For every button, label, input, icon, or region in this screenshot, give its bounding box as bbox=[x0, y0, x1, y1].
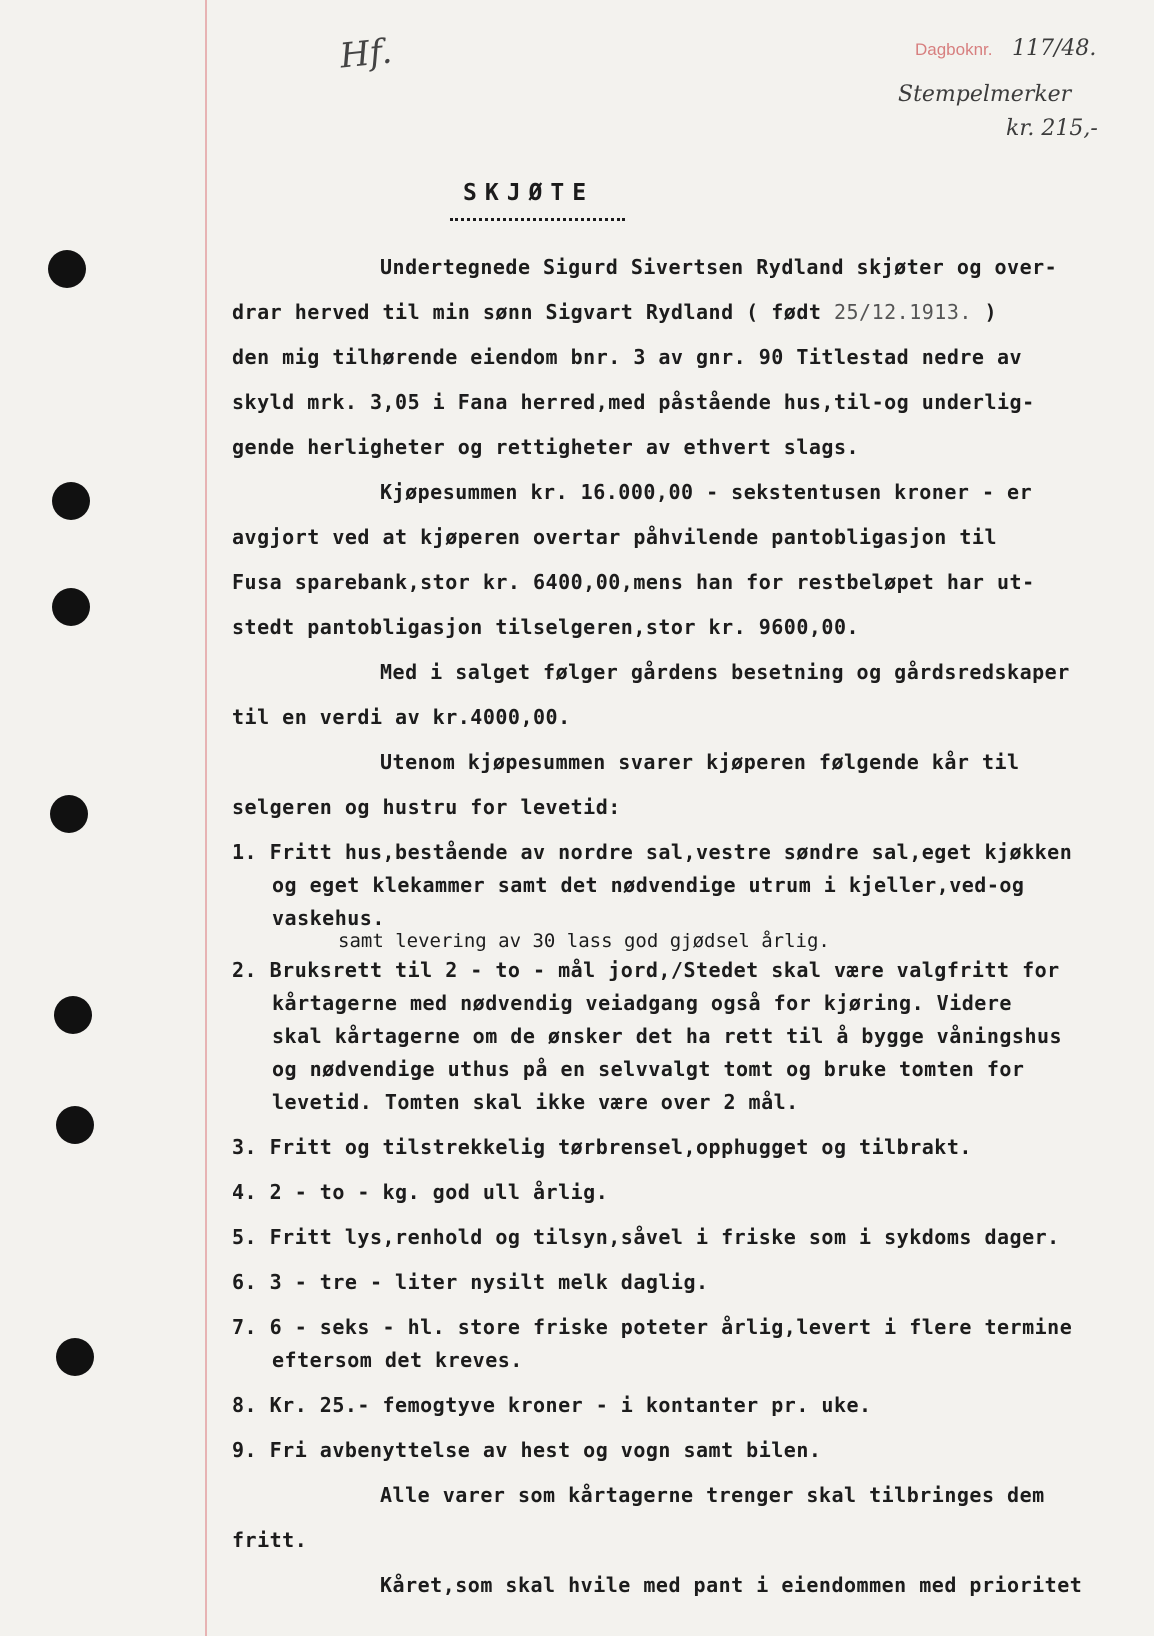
list-item-2-cont: levetid. Tomten skal ikke være over 2 mål. bbox=[272, 1090, 799, 1114]
birth-date: 25/12.1913. bbox=[833, 300, 972, 324]
stamp-number: 117/48. bbox=[1012, 36, 1097, 61]
list-item-2: 2. Bruksrett til 2 - to - mål jord,/Stedet skal være valgfritt for bbox=[232, 958, 1060, 982]
list-item-3: 3. Fritt og tilstrekkelig tørbrensel,opphugget og tilbrakt. bbox=[232, 1135, 972, 1159]
body-line: Med i salget følger gårdens besetning og gårdsredskaper bbox=[380, 660, 1070, 684]
stamp-label: Dagboknr. bbox=[915, 40, 993, 59]
list-item-2-cont: skal kårtagerne om de ønsker det ha rett til å bygge våningshus bbox=[272, 1024, 1063, 1048]
body-line: fritt. bbox=[232, 1528, 308, 1552]
body-line: Kåret,som skal hvile med pant i eiendommen med prioritet bbox=[380, 1573, 1083, 1597]
list-item-7: 7. 6 - seks - hl. store friske poteter årlig,levert i flere termine bbox=[232, 1315, 1073, 1339]
body-line: til en verdi av kr.4000,00. bbox=[232, 705, 571, 729]
punch-hole bbox=[50, 795, 88, 833]
body-line: avgjort ved at kjøperen overtar påhvilende pantobligasjon til bbox=[232, 525, 998, 549]
body-text: ) bbox=[971, 300, 998, 324]
list-item-1: 1. Fritt hus,bestående av nordre sal,vestre søndre sal,eget kjøkken bbox=[232, 840, 1073, 864]
punch-hole bbox=[52, 482, 90, 520]
body-line: gende herligheter og rettigheter av ethvert slags. bbox=[232, 435, 860, 459]
list-item-9: 9. Fri avbenyttelse av hest og vogn samt bilen. bbox=[232, 1438, 822, 1462]
punch-hole bbox=[56, 1338, 94, 1376]
list-item-1-cont: vaskehus. bbox=[272, 906, 385, 930]
punch-hole bbox=[52, 588, 90, 626]
list-item-7-cont: eftersom det kreves. bbox=[272, 1348, 523, 1372]
list-item-8: 8. Kr. 25.- femogtyve kroner - i kontanter pr. uke. bbox=[232, 1393, 872, 1417]
list-item-6: 6. 3 - tre - liter nysilt melk daglig. bbox=[232, 1270, 709, 1294]
punch-hole bbox=[48, 250, 86, 288]
list-item-1-insert: samt levering av 30 lass god gjødsel årlig. bbox=[338, 930, 830, 952]
stamp-fee-line1: Stempelmerker bbox=[898, 82, 1072, 107]
body-line: stedt pantobligasjon tilselgeren,stor kr. 9600,00. bbox=[232, 615, 860, 639]
body-line bbox=[232, 300, 997, 324]
stamp-fee-line2: kr. 215,- bbox=[1006, 116, 1098, 141]
handwritten-initials: Hf. bbox=[338, 31, 394, 77]
list-item-2-cont: og nødvendige uthus på en selvvalgt tomt og bruke tomten for bbox=[272, 1057, 1025, 1081]
title-underline bbox=[450, 218, 625, 221]
document-title: SKJØTE bbox=[463, 180, 595, 206]
body-line: selgeren og hustru for levetid: bbox=[232, 795, 621, 819]
body-line: Fusa sparebank,stor kr. 6400,00,mens han for restbeløpet har ut- bbox=[232, 570, 1035, 594]
punch-hole bbox=[54, 996, 92, 1034]
punch-hole bbox=[56, 1106, 94, 1144]
body-text: drar herved til min sønn Sigvart Rydland ( født bbox=[232, 300, 834, 324]
list-item-5: 5. Fritt lys,renhold og tilsyn,såvel i friske som i sykdoms dager. bbox=[232, 1225, 1060, 1249]
margin-rule bbox=[205, 0, 207, 1636]
body-line: Kjøpesummen kr. 16.000,00 - sekstentusen kroner - er bbox=[380, 480, 1033, 504]
list-item-2-cont: kårtagerne med nødvendig veiadgang også for kjøring. Videre bbox=[272, 991, 1012, 1015]
body-line: Undertegnede Sigurd Sivertsen Rydland skjøter og over- bbox=[380, 255, 1058, 279]
body-line: den mig tilhørende eiendom bnr. 3 av gnr. 90 Titlestad nedre av bbox=[232, 345, 1023, 369]
body-line: Alle varer som kårtagerne trenger skal tilbringes dem bbox=[380, 1483, 1045, 1507]
list-item-1-cont: og eget klekammer samt det nødvendige utrum i kjeller,ved-og bbox=[272, 873, 1025, 897]
body-line: skyld mrk. 3,05 i Fana herred,med påstående hus,til-og underlig- bbox=[232, 390, 1035, 414]
body-line: Utenom kjøpesummen svarer kjøperen følgende kår til bbox=[380, 750, 1020, 774]
list-item-4: 4. 2 - to - kg. god ull årlig. bbox=[232, 1180, 609, 1204]
